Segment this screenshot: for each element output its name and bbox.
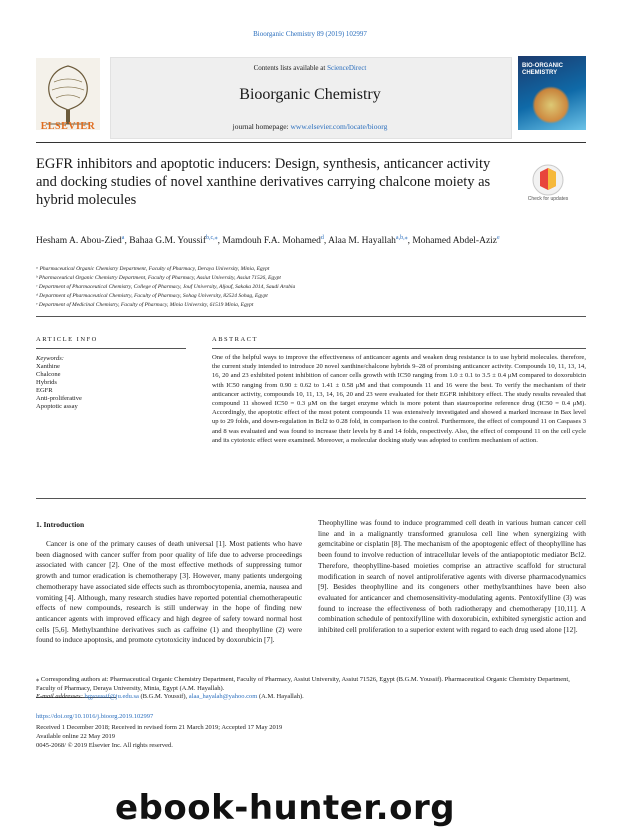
keyword: Anti-proliferative — [36, 395, 82, 402]
affiliation: ᵃ Pharmaceutical Organic Chemistry Department, Faculty of Pharmacy, Deraya University, Minia, Egypt — [36, 266, 270, 272]
author-affiliation-marker[interactable]: d — [320, 235, 324, 241]
copyright: 0045-2068/ © 2019 Elsevier Inc. All rights reserved. — [36, 742, 173, 749]
keyword: Hybrids — [36, 379, 57, 386]
available-online: Available online 22 May 2019 — [36, 733, 115, 740]
keyword: Chalcone — [36, 371, 61, 378]
paragraph: Theophylline was found to induce programmed cell death in various human cancer cell line and in a malignantly transformed granulosa cell line when synergizing with gemcitabine or cisplatin [8]. The mechanism of the apoptogenic effect of theophylline has been found to involve reduction of intracellular levels of the antiapoptotic mediator Bcl2. Therefore, theophylline-based moieties comprise an attractive scaffold for structural modification in search of novel antiproliferative agents with diverse pharmacodynamics [9]. Besides theophylline and its congeners other methylxanthines have been also evaluated for anticancer and chemosensitivity-modulating agents. Pentoxifylline (3) was found to increase the effectiveness of both radiotherapy and chemotherapy [10,11]. A combination schedule of pentoxifylline with doxorubicin, exhibited synergistic action and inhibited cell proliferation to a superior extent with regard to each drug used alone [12]. — [318, 518, 586, 635]
abstract-bottom-rule — [36, 498, 586, 499]
elsevier-tree-logo — [36, 58, 100, 130]
contents-prefix: Contents lists available at — [253, 64, 328, 72]
author-name: Alaa M. Hayallah — [328, 236, 396, 247]
abstract-text: One of the helpful ways to improve the effectiveness of anticancer agents and weaken drug resistance is to use hybrid molecules. therefore, the current study intended to introduce 20 novel xanthine/chalcone hybrids 9–28 of promising anticancer activity. Compounds 10, 11, 13, 14, 16, 20 and 23 exhibited potent inhibition of cancer cells growth with IC50 ranging from 1.0 ± 0.1 to 3.5 ± 0.4 μM compared to doxorubicin with IC50 ranging from 0.90 ± 0.62 to 1.41 ± 0.58 μM and that compounds 11 and 16 were the best. To verify the mechanism of their anticancer activity, compounds 10, 11, 13, 14, 16, 20 and 23 were evaluated for their EGFR inhibitory effect. The study results revealed that compound 11 showed IC50 = 0.3 μM on the target enzyme which is more potent than staurosporine reference drug (IC50 = 0.4 μM). Accordingly, the apoptotic effect of the most potent compounds 11 was extensively investigated and showed a marked increase in Bax level up to 29 folds, and down-regulation in Bcl2 to 0.28 fold, in comparison to the control. Furthermore, the effect of compound 11 on Caspases 3 and 8 was evaluated and was found to increase their levels by 8 and 14 folds, respectively. Also, the effect of compound 11 on the cell cycle and its cytotoxic effect were examined. Moreover, a molecular docking study was adopted to confirm mechanism of action. — [212, 354, 586, 444]
affiliation: ᶜ Department of Pharmaceutical Chemistry, College of Pharmacy, Jouf University, Aljouf, Sakaka 2014, Saudi Arabia — [36, 284, 296, 290]
keyword: Xanthine — [36, 363, 60, 370]
paragraph: Cancer is one of the primary causes of death universal [1]. Most patients who have been diagnosed with cancer suffer from poor quality of life due to adverse proceedings associated with cancer [2]. One of the most effective methods of suppressing tumor growth and tumor eradication is chemotherapy [3]. However, many patients undergoing chemotherapy have associated side effects such as thrombocytopenia, anemia, nausea and vomiting [4]. Although, many research studies have reported potential chemotherapeutic effects of new compounds, research is still underway in the hope of finding new anticancer agents with improved efficacy and high degree of safety toward normal host cells [5,6]. Methylxanthine derivatives such as caffeine (1) and theophylline (2) were found to induce apoptosis, and promote cytotoxicity induced by doxorubicin [7]. — [36, 539, 302, 645]
author-name: Mohamed Abdel-Aziz — [412, 236, 498, 247]
affiliation: ᵉ Department of Medicinal Chemistry, Faculty of Pharmacy, Minia University, 61519 Minia, Egypt — [36, 302, 254, 308]
homepage-link[interactable]: www.elsevier.com/locate/bioorg — [290, 122, 388, 131]
sciencedirect-link[interactable]: ScienceDirect — [327, 64, 367, 72]
doi-link[interactable]: https://doi.org/10.1016/j.bioorg.2019.102997 — [36, 713, 154, 720]
intro-left-column — [36, 539, 302, 646]
intro-right-column — [318, 518, 586, 636]
corresponding-authors: ⁎ Corresponding authors at: Pharmaceutical Organic Chemistry Department, Faculty of Pharmacy, Assiut University, Assiut 71526, Egypt (B.G.M. Youssif). Pharmaceutical Organic Chemistry Department, Faculty of Pharmacy, Deraya University, Minia, Egypt (A.M. Hayallah). — [36, 676, 570, 692]
author-affiliation-marker[interactable]: b,c,⁎ — [206, 235, 218, 241]
publisher-name: ELSEVIER — [40, 121, 96, 132]
contents-line — [110, 64, 510, 72]
abstract-heading: ABSTRACT — [212, 336, 258, 343]
abstract-rule — [212, 348, 586, 349]
journal-name: Bioorganic Chemistry — [239, 86, 381, 103]
affiliation: ᵇ Pharmaceutical Organic Chemistry Department, Faculty of Pharmacy, Assiut University, Assiut 71526, Egypt — [36, 275, 281, 281]
watermark: ebook-hunter.org — [115, 788, 456, 828]
header-rule — [36, 142, 586, 143]
article-info-heading: ARTICLE INFO — [36, 336, 98, 343]
author-name: Mamdouh F.A. Mohamed — [222, 236, 321, 247]
author-list: Hesham A. Abou-Zied$^a$, Bahaa G.M. Youssif$^{b,c,⁎}$, Mamdouh F.A. Mohamed$^d$, Alaa M. Hayallah$^{a,b,⁎}$, Mohamed Abdel-Aziz$^e$ — [36, 235, 500, 247]
keyword: Apoptotic assay — [36, 403, 78, 410]
article-title: EGFR inhibitors and apoptotic inducers: Design, synthesis, anticancer activity and docking studies of novel xanthine derivatives carrying chalcone moiety as hybrid molecules — [36, 156, 491, 208]
homepage-prefix: journal homepage: — [232, 122, 291, 131]
introduction-heading: 1. Introduction — [36, 520, 85, 529]
affiliation: ᵈ Department of Pharmaceutical Chemistry, Faculty of Pharmacy, Sohag University, 82524 Sohag, Egypt — [36, 293, 268, 299]
author-name: Bahaa G.M. Youssif — [129, 236, 206, 247]
author-name: Hesham A. Abou-Zied — [36, 236, 122, 247]
email-label: E-mail addresses: — [36, 693, 85, 700]
email-owner: (B.G.M. Youssif), — [138, 693, 189, 700]
footnote-corresponding — [36, 676, 586, 702]
keyword: EGFR — [36, 387, 53, 394]
author-affiliation-marker[interactable]: a,b,⁎ — [395, 235, 408, 241]
received-dates: Received 1 December 2018; Received in revised form 21 March 2019; Accepted 17 May 2019 — [36, 724, 283, 731]
author-affiliation-marker[interactable]: a — [121, 235, 125, 241]
keywords-label: Keywords: — [36, 355, 64, 362]
check-for-updates-label[interactable]: Check for updates — [527, 196, 569, 202]
journal-reference[interactable]: Bioorganic Chemistry 89 (2019) 102997 — [253, 30, 367, 38]
cover-graphic — [532, 86, 570, 124]
article-info-rule — [36, 348, 186, 349]
email-owner: (A.M. Hayallah). — [257, 693, 304, 700]
cover-title: BIO-ORGANIC CHEMISTRY — [522, 63, 563, 76]
section-rule — [36, 316, 586, 317]
email-link[interactable]: alaa_hayalah@yahoo.com — [188, 693, 258, 700]
journal-homepage — [110, 122, 510, 131]
author-affiliation-marker[interactable]: e — [497, 235, 500, 241]
keywords-block — [36, 355, 186, 411]
journal-cover — [518, 56, 586, 130]
email-link[interactable]: bgyoussif@ju.edu.sa — [84, 693, 139, 700]
